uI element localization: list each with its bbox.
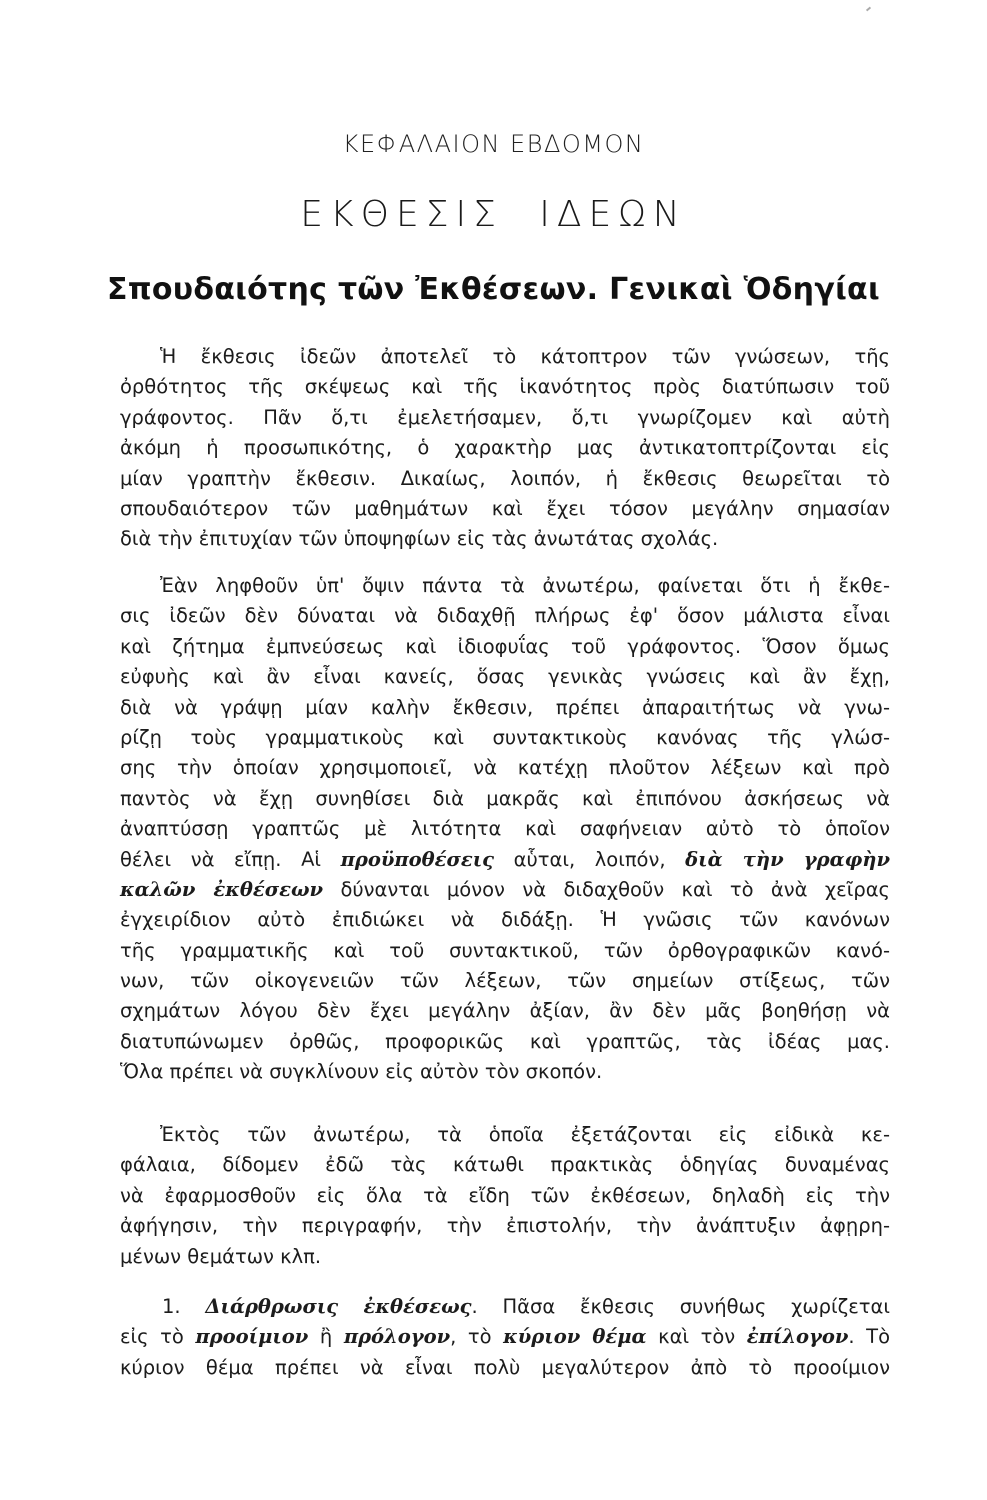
paragraph-1: [120, 342, 890, 555]
text-line: σης τὴν ὁποίαν χρησιμοποιεῖ, νὰ κατέχῃ πλοῦτον λέξεων καὶ πρὸ: [120, 756, 890, 780]
emphasized-term: πρόλογον: [343, 1325, 451, 1349]
text-line: ἐγχειρίδιον αὐτὸ ἐπιδιώκει νὰ διδάξῃ. Ἡ γνῶσις τῶν κανόνων: [120, 908, 890, 932]
text-line: ὀρθότητος τῆς σκέψεως καὶ τῆς ἱκανότητος πρὸς διατύπωσιν τοῦ: [120, 375, 890, 399]
text-line: νὰ ἐφαρμοσθοῦν εἰς ὅλα τὰ εἴδη τῶν ἐκθέσεων, δηλαδὴ εἰς τὴν: [120, 1183, 890, 1207]
emphasized-term: καλῶν ἐκθέσεων: [120, 877, 324, 901]
text-line: παντὸς νὰ ἔχῃ συνηθίσει διὰ μακρᾶς καὶ ἐπιπόνου ἀσκήσεως νὰ: [120, 786, 890, 810]
text-line: Ἐὰν ληφθοῦν ὑπ' ὄψιν πάντα τὰ ἀνωτέρω, φαίνεται ὅτι ἡ ἔκθε-: [160, 574, 890, 597]
section-heading: Σπουδαιότης τῶν Ἐκθέσεων. Γενικαὶ Ὁδηγίαι: [107, 272, 880, 307]
text-line: εὐφυὴς καὶ ἂν εἶναι κανείς, ὅσας γενικὰς γνώσεις καὶ ἂν ἔχῃ,: [120, 665, 890, 689]
text-line: διατυπώνωμεν ὀρθῶς, προφορικῶς καὶ γραπτῶς, τὰς ἰδέας μας.: [120, 1029, 890, 1053]
text-line: Ἐκτὸς τῶν ἀνωτέρω, τὰ ὁποῖα ἐξετάζονται εἰς εἰδικὰ κε-: [160, 1123, 890, 1146]
text-line-with-emphasis: [120, 1292, 890, 1322]
text-line: Ὅλα πρέπει νὰ συγκλίνουν εἰς αὐτὸν τὸν σκοπόν.: [120, 1060, 603, 1084]
text-run: . Τὸ: [848, 1325, 891, 1349]
text-line: ἀναπτύσσῃ γραπτῶς μὲ λιτότητα καὶ σαφήνειαν αὐτὸ τὸ ὁποῖον: [120, 817, 890, 841]
emphasized-term: Διάρθρωσις ἐκθέσεως: [205, 1295, 472, 1318]
text-line: ἀκόμη ἡ προσωπικότης, ὁ χαρακτὴρ μας ἀντικατοπτρίζονται εἰς: [120, 436, 890, 460]
emphasized-term: προϋποθέσεις: [340, 847, 495, 871]
list-number: 1.: [162, 1295, 206, 1318]
paragraph-3: [120, 1120, 890, 1272]
emphasized-term: προοίμιον: [195, 1325, 309, 1349]
text-line: διὰ νὰ γράψῃ μίαν καλὴν ἔκθεσιν, πρέπει ἀπαραιτήτως νὰ γνω-: [120, 695, 890, 719]
text-line: διὰ τὴν ἐπιτυχίαν τῶν ὑποψηφίων εἰς τὰς ἀνωτάτας σχολάς.: [120, 527, 719, 551]
text-run: ἢ: [308, 1325, 344, 1349]
text-run: θέλει νὰ εἴπῃ. Αἱ: [120, 847, 341, 871]
text-line: κύριον θέμα πρέπει νὰ εἶναι πολὺ μεγαλύτερον ἀπὸ τὸ προοίμιον: [120, 1355, 890, 1379]
emphasized-term: ἐπίλογον: [746, 1325, 849, 1349]
text-run: , τὸ: [450, 1325, 504, 1349]
emphasized-term: κύριον θέμα: [503, 1325, 647, 1349]
paragraph-4: [120, 1292, 890, 1383]
text-line: τῆς γραμματικῆς καὶ τοῦ συντακτικοῦ, τῶν ὀρθογραφικῶν κανό-: [120, 938, 890, 962]
text-line: Ἡ ἔκθεσις ἰδεῶν ἀποτελεῖ τὸ κάτοπτρον τῶν γνώσεων, τῆς: [160, 345, 890, 368]
print-speck: [866, 7, 871, 12]
text-run: καὶ τὸν: [646, 1325, 747, 1349]
text-line: μένων θεμάτων κλπ.: [120, 1244, 322, 1268]
text-run: αὗται, λοιπόν,: [494, 847, 686, 871]
text-line-with-emphasis: [120, 1322, 890, 1352]
chapter-label: ΚΕΦΑΛΑΙΟΝ ΕΒΔΟΜΟΝ: [342, 130, 645, 158]
text-line: σις ἰδεῶν δὲν δύναται νὰ διδαχθῇ πλήρως ἐφ' ὅσον μάλιστα εἶναι: [120, 604, 890, 628]
text-line: φάλαια, δίδομεν ἐδῶ τὰς κάτωθι πρακτικὰς ὁδηγίας δυναμένας: [120, 1153, 890, 1177]
text-run: δύνανται μόνον νὰ διδαχθοῦν καὶ τὸ ἀνὰ χεῖρας: [323, 877, 890, 901]
text-run: . Πᾶσα ἔκθεσις συνήθως χωρίζεται: [471, 1295, 890, 1318]
text-line: καὶ ζήτημα ἐμπνεύσεως καὶ ἰδιοφυΐας τοῦ γράφοντος. Ὅσον ὅμως: [120, 634, 890, 658]
text-run: εἰς τὸ: [120, 1325, 196, 1349]
text-line: ἀφήγησιν, τὴν περιγραφήν, τὴν ἐπιστολήν, τὴν ἀνάπτυξιν ἀφῃρη-: [120, 1214, 890, 1238]
emphasized-term: διὰ τὴν γραφὴν: [685, 847, 890, 871]
paragraph-2: [120, 571, 890, 1088]
text-line-with-emphasis: [120, 845, 890, 875]
text-line: νων, τῶν οἰκογενειῶν τῶν λέξεων, τῶν σημείων στίξεως, τῶν: [120, 969, 890, 993]
chapter-title: ΕΚΘΕΣΙΣ ΙΔΕΩΝ: [300, 194, 687, 235]
text-line: σπουδαιότερον τῶν μαθημάτων καὶ ἔχει τόσον μεγάλην σημασίαν: [120, 496, 890, 520]
text-line: γράφοντος. Πᾶν ὅ,τι ἐμελετήσαμεν, ὅ,τι γνωρίζομεν καὶ αὐτὴ: [120, 405, 890, 429]
text-line: ρίζῃ τοὺς γραμματικοὺς καὶ συντακτικοὺς κανόνας τῆς γλώσ-: [120, 725, 890, 749]
text-line: σχημάτων λόγου δὲν ἔχει μεγάλην ἀξίαν, ἂν δὲν μᾶς βοηθήσῃ νὰ: [120, 999, 890, 1023]
text-line: μίαν γραπτὴν ἔκθεσιν. Δικαίως, λοιπόν, ἡ ἔκθεσις θεωρεῖται τὸ: [120, 466, 890, 490]
text-line-with-emphasis: [120, 875, 890, 905]
